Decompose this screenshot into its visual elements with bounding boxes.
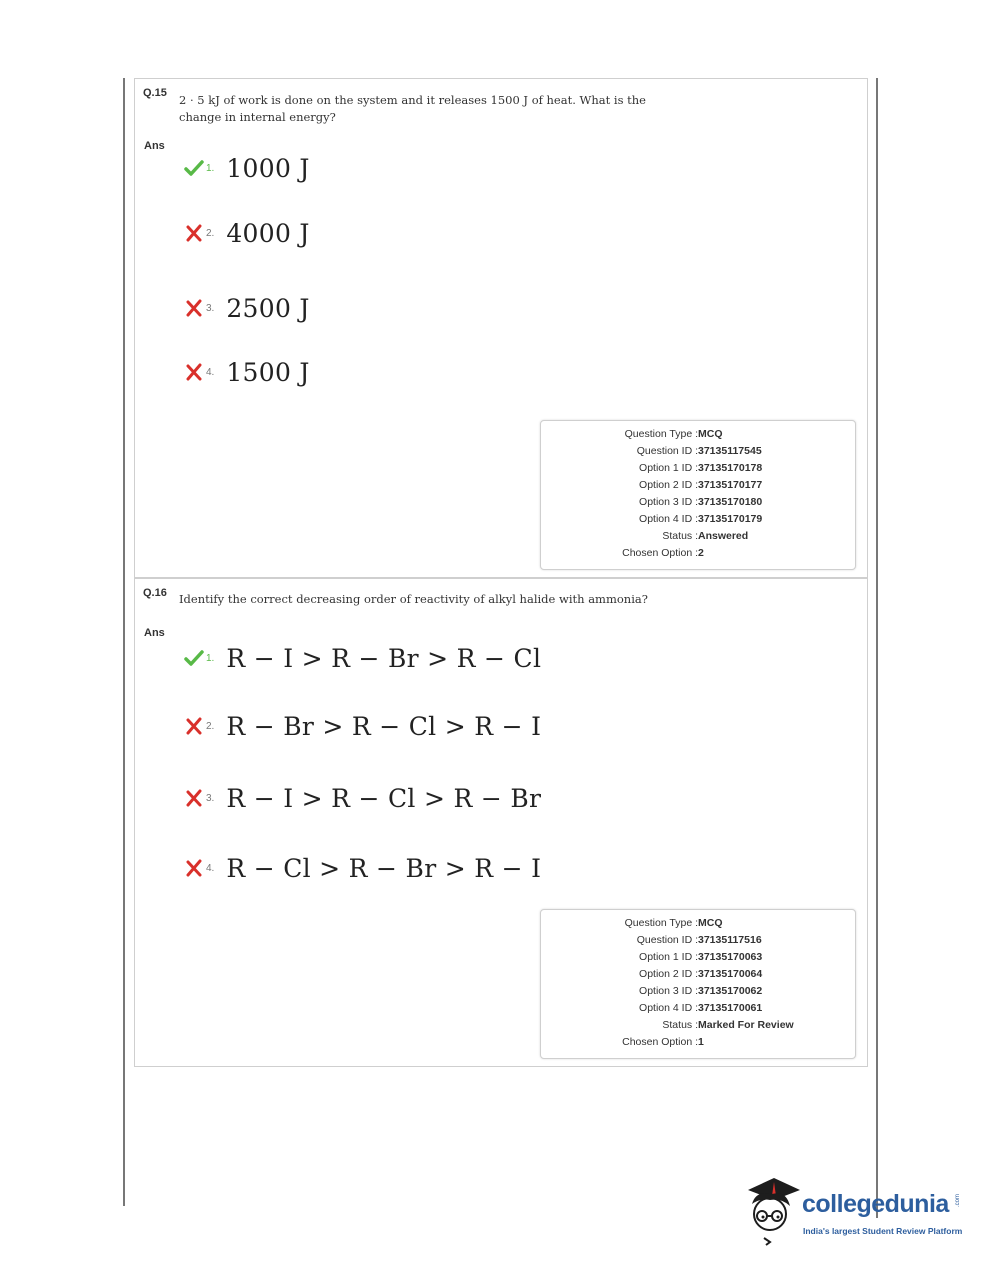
check-icon	[183, 157, 205, 179]
brand-tagline: India's largest Student Review Platform	[803, 1226, 963, 1236]
option-number: 3.	[206, 302, 215, 314]
meta-row: Option 3 ID : 37135170062	[639, 985, 763, 997]
left-page-border	[123, 78, 125, 1206]
brand-name: collegedunia	[802, 1190, 949, 1218]
option-number: 1.	[206, 652, 215, 664]
cross-icon	[183, 787, 205, 809]
option-number: 2.	[206, 227, 215, 239]
cross-icon	[183, 857, 205, 879]
option-text: R − Br > R − Cl > R − I	[226, 711, 542, 741]
collegedunia-logo[interactable]	[742, 1176, 968, 1248]
option-1	[183, 641, 541, 675]
option-3	[183, 781, 541, 815]
meta-row: Option 1 ID : 37135170063	[639, 951, 763, 963]
option-number: 4.	[206, 862, 215, 874]
meta-row: Option 4 ID : 37135170061	[639, 1002, 763, 1014]
meta-row: Option 4 ID : 37135170179	[639, 513, 763, 525]
option-4	[183, 851, 541, 885]
question-text-line-2: change in internal energy?	[179, 110, 336, 124]
cross-icon	[183, 361, 205, 383]
meta-row: Question ID : 37135117516	[636, 934, 762, 946]
question-text	[179, 92, 646, 126]
cross-icon	[183, 715, 205, 737]
question-number: Q.15	[143, 87, 167, 99]
meta-row: Question Type : MCQ	[624, 428, 723, 440]
answer-label: Ans	[144, 627, 165, 639]
option-text: 1500 J	[226, 357, 310, 387]
option-number: 3.	[206, 792, 215, 804]
question-number: Q.16	[143, 587, 167, 599]
question-meta-panel	[540, 420, 856, 570]
option-3	[183, 291, 310, 325]
option-text: R − I > R − Cl > R − Br	[226, 783, 542, 813]
right-page-border	[876, 78, 878, 1218]
meta-row: Status : Answered	[662, 530, 749, 542]
meta-row: Question Type : MCQ	[624, 917, 723, 929]
mascot-icon	[742, 1176, 802, 1248]
option-number: 4.	[206, 366, 215, 378]
meta-row: Option 1 ID : 37135170178	[639, 462, 763, 474]
option-2	[183, 216, 310, 250]
cross-icon	[183, 297, 205, 319]
option-number: 1.	[206, 162, 215, 174]
option-2	[183, 709, 541, 743]
option-text: 1000 J	[226, 153, 310, 183]
question-block-15	[134, 78, 868, 578]
check-icon	[183, 647, 205, 669]
option-text: R − I > R − Br > R − Cl	[226, 643, 542, 673]
meta-row: Chosen Option : 1	[622, 1036, 704, 1048]
question-text-line-1: 2 · 5 kJ of work is done on the system and it releases 1500 J of heat. What is the	[179, 93, 646, 107]
meta-row: Option 2 ID : 37135170177	[639, 479, 763, 491]
option-1	[183, 151, 310, 185]
question-text-line-1: Identify the correct decreasing order of reactivity of alkyl halide with ammonia?	[179, 592, 648, 606]
meta-row: Option 2 ID : 37135170064	[639, 968, 763, 980]
option-number: 2.	[206, 720, 215, 732]
option-text: 4000 J	[226, 218, 310, 248]
brand-dotcom: .com	[955, 1194, 961, 1208]
meta-row: Question ID : 37135117545	[636, 445, 762, 457]
question-text	[179, 591, 648, 608]
answer-label: Ans	[144, 140, 165, 152]
question-block-16	[134, 578, 868, 1067]
question-meta-panel	[540, 909, 856, 1059]
option-text: R − Cl > R − Br > R − I	[226, 853, 542, 883]
option-4	[183, 355, 310, 389]
option-text: 2500 J	[226, 293, 310, 323]
meta-row: Status : Marked For Review	[662, 1019, 794, 1031]
meta-row: Option 3 ID : 37135170180	[639, 496, 763, 508]
meta-row: Chosen Option : 2	[622, 547, 704, 559]
cross-icon	[183, 222, 205, 244]
